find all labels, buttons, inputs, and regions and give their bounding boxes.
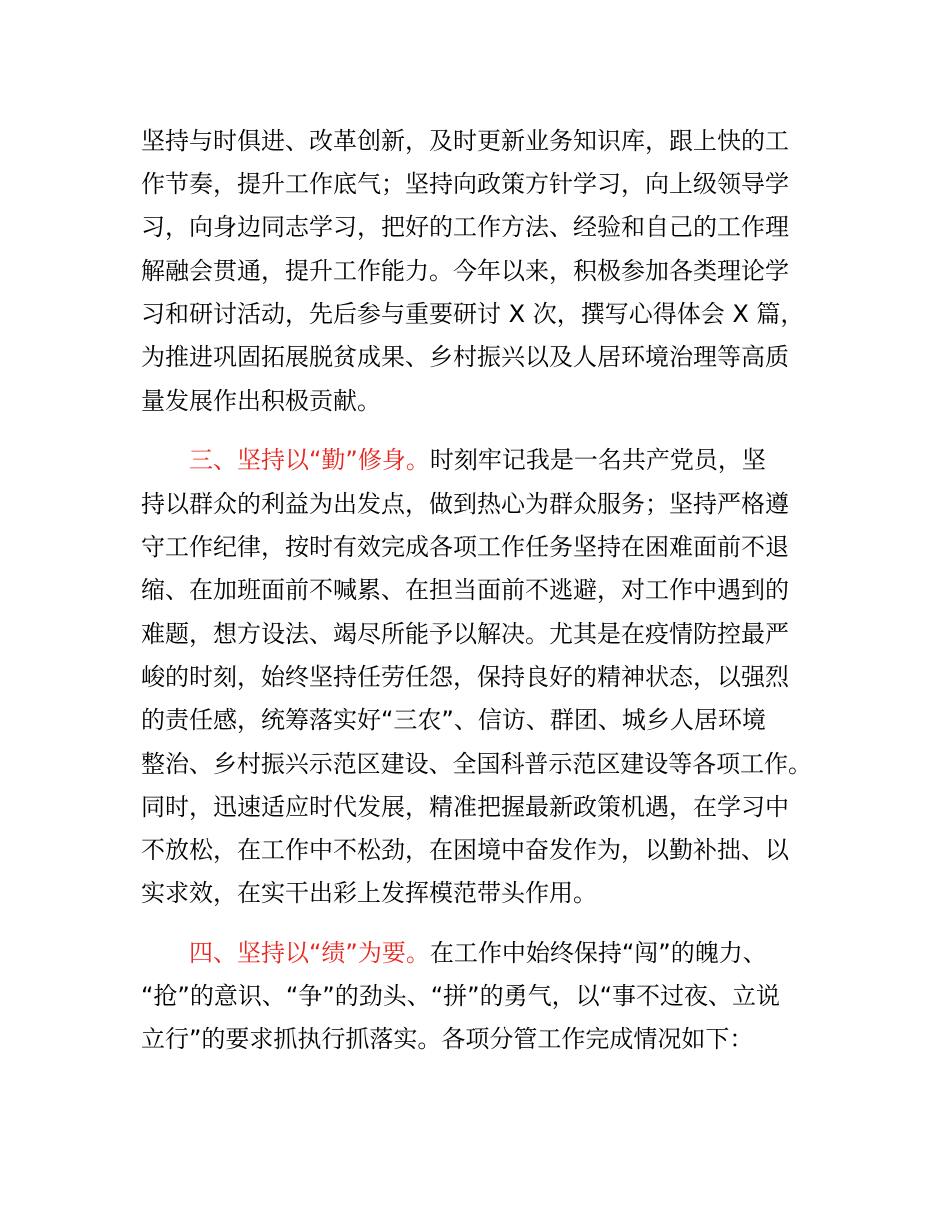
paragraph-2-line: 难题，想方设法、竭尽所能予以解决。尤其是在疫情防控最严 xyxy=(141,620,789,648)
paragraph-1-line: 为推进巩固拓展脱贫成果、乡村振兴以及人居环境治理等高质 xyxy=(141,343,789,371)
paragraph-1-line: 解融会贯通，提升工作能力。今年以来，积极参加各类理论学 xyxy=(141,257,789,285)
paragraph-2-line: 整治、乡村振兴示范区建设、全国科普示范区建设等各项工作。 xyxy=(141,750,812,778)
paragraph-2-line: 同时，迅速适应时代发展，精准把握最新政策机遇，在学习中 xyxy=(141,793,789,821)
paragraph-1-line: 习和研讨活动，先后参与重要研讨 X 次，撰写心得体会 X 篇， xyxy=(141,300,805,328)
paragraph-2-first-line-text: 时刻牢记我是一名共产党员，坚 xyxy=(429,446,766,474)
paragraph-2-line: 实求效，在实干出彩上发挥模范带头作用。 xyxy=(141,879,597,907)
paragraph-3-first-line xyxy=(189,933,767,973)
section-heading-4: 四、坚持以“绩”为要。 xyxy=(189,939,430,967)
paragraph-2-line: 不放松，在工作中不松劲，在困境中奋发作为，以勤补拙、以 xyxy=(141,836,789,864)
section-heading-3: 三、坚持以“勤”修身。 xyxy=(189,446,430,474)
paragraph-2-line: 的责任感，统筹落实好“三农”、信访、群团、城乡人居环境 xyxy=(141,706,766,734)
paragraph-1-line: 习，向身边同志学习，把好的工作方法、经验和自己的工作理 xyxy=(141,213,789,241)
paragraph-1-line: 量发展作出积极贡献。 xyxy=(141,387,381,415)
paragraph-2-first-line xyxy=(189,440,766,480)
paragraph-2-line: 峻的时刻，始终坚持任劳任怨，保持良好的精神状态，以强烈 xyxy=(141,663,789,691)
paragraph-2-line: 持以群众的利益为出发点，做到热心为群众服务；坚持严格遵 xyxy=(141,490,789,518)
paragraph-2-line: 缩、在加班面前不喊累、在担当面前不逃避，对工作中遇到的 xyxy=(141,576,789,604)
paragraph-1-line: 作节奏，提升工作底气；坚持向政策方针学习，向上级领导学 xyxy=(141,170,789,198)
paragraph-1-line: 坚持与时俱进、改革创新，及时更新业务知识库，跟上快的工 xyxy=(141,127,789,155)
paragraph-3-line: “抢”的意识、“争”的劲头、“拼”的勇气，以“事不过夜、立说 xyxy=(141,982,781,1010)
paragraph-2-line: 守工作纪律，按时有效完成各项工作任务坚持在困难面前不退 xyxy=(141,533,789,561)
paragraph-3-first-line-text: 在工作中始终保持“闯”的魄力、 xyxy=(429,939,767,967)
paragraph-3-line: 立行”的要求抓执行抓落实。各项分管工作完成情况如下： xyxy=(141,1025,754,1053)
